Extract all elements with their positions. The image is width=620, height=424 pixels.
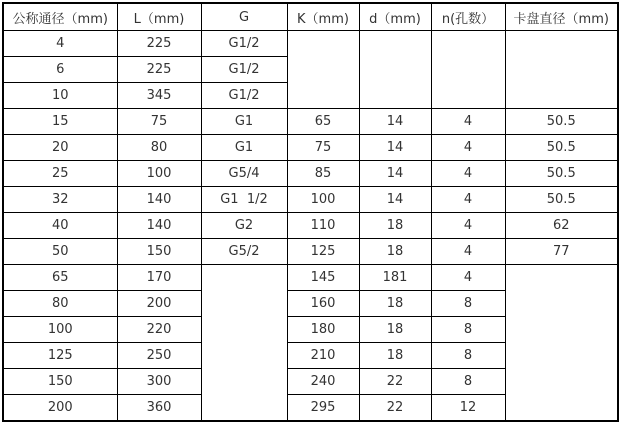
table-row: [3, 213, 618, 239]
cell-l: 200: [117, 291, 201, 317]
cell-n: 4: [431, 161, 505, 187]
cell-k: 160: [287, 291, 359, 317]
cell-g: G5/4: [201, 161, 287, 187]
cell-nominal-diameter: 40: [3, 213, 117, 239]
cell-nominal-diameter: 125: [3, 343, 117, 369]
column-header-k: K（mm): [287, 3, 359, 31]
cell-g: G1/2: [201, 31, 287, 57]
cell-l: 220: [117, 317, 201, 343]
table-row: [3, 265, 618, 291]
cell-d-merged-empty: [359, 31, 431, 109]
table-row: [3, 109, 618, 135]
cell-g: G5/2: [201, 239, 287, 265]
cell-g: G1 1/2: [201, 187, 287, 213]
cell-l: 140: [117, 187, 201, 213]
cell-l: 170: [117, 265, 201, 291]
cell-chuck-diameter: 77: [505, 239, 618, 265]
cell-chuck-diameter: 50.5: [505, 161, 618, 187]
cell-d: 14: [359, 161, 431, 187]
cell-nominal-diameter: 65: [3, 265, 117, 291]
cell-l: 150: [117, 239, 201, 265]
column-header-g: G: [201, 3, 287, 31]
table-body: [3, 31, 618, 422]
column-header-chuck-diameter: 卡盘直径（mm): [505, 3, 618, 31]
cell-n: 4: [431, 239, 505, 265]
cell-d: 22: [359, 395, 431, 422]
cell-chuck-merged-empty: [505, 31, 618, 109]
cell-l: 80: [117, 135, 201, 161]
cell-k: 180: [287, 317, 359, 343]
cell-nominal-diameter: 15: [3, 109, 117, 135]
cell-g: G1: [201, 109, 287, 135]
cell-l: 100: [117, 161, 201, 187]
cell-d: 18: [359, 317, 431, 343]
cell-k: 125: [287, 239, 359, 265]
cell-d: 14: [359, 109, 431, 135]
cell-nominal-diameter: 80: [3, 291, 117, 317]
dimension-spec-table: [2, 2, 619, 422]
cell-chuck-diameter: 62: [505, 213, 618, 239]
cell-k: 75: [287, 135, 359, 161]
cell-nominal-diameter: 50: [3, 239, 117, 265]
cell-n: 8: [431, 369, 505, 395]
cell-k-merged-empty: [287, 31, 359, 109]
cell-n: 4: [431, 213, 505, 239]
cell-n: 4: [431, 109, 505, 135]
column-header-n-holes: n(孔数）: [431, 3, 505, 31]
cell-n: 4: [431, 265, 505, 291]
cell-d: 22: [359, 369, 431, 395]
table-row: [3, 135, 618, 161]
column-header-nominal-diameter: 公称通径（mm): [3, 3, 117, 31]
table-row: [3, 239, 618, 265]
cell-l: 345: [117, 83, 201, 109]
cell-d: 181: [359, 265, 431, 291]
cell-nominal-diameter: 10: [3, 83, 117, 109]
cell-nominal-diameter: 25: [3, 161, 117, 187]
cell-k: 145: [287, 265, 359, 291]
table-row: [3, 3, 618, 31]
table-header-row: [3, 3, 618, 31]
cell-nominal-diameter: 20: [3, 135, 117, 161]
cell-d: 14: [359, 187, 431, 213]
cell-l: 225: [117, 31, 201, 57]
cell-k: 210: [287, 343, 359, 369]
cell-nominal-diameter: 6: [3, 57, 117, 83]
cell-k: 240: [287, 369, 359, 395]
cell-l: 360: [117, 395, 201, 422]
cell-k: 65: [287, 109, 359, 135]
cell-g: G1: [201, 135, 287, 161]
cell-d: 18: [359, 291, 431, 317]
cell-d: 14: [359, 135, 431, 161]
cell-d: 18: [359, 343, 431, 369]
cell-chuck-diameter: 50.5: [505, 187, 618, 213]
cell-k: 295: [287, 395, 359, 422]
column-header-d: d（mm): [359, 3, 431, 31]
cell-nominal-diameter: 200: [3, 395, 117, 422]
column-header-l: L（mm): [117, 3, 201, 31]
cell-chuck-merged-empty: [505, 265, 618, 422]
cell-l: 75: [117, 109, 201, 135]
cell-g: G2: [201, 213, 287, 239]
cell-chuck-diameter: 50.5: [505, 109, 618, 135]
cell-k: 85: [287, 161, 359, 187]
cell-nominal-diameter: 100: [3, 317, 117, 343]
cell-n: 8: [431, 343, 505, 369]
table-row: [3, 31, 618, 57]
cell-n: 12: [431, 395, 505, 422]
cell-n: 8: [431, 317, 505, 343]
table-row: [3, 187, 618, 213]
cell-d: 18: [359, 213, 431, 239]
cell-g-merged-empty: [201, 265, 287, 422]
cell-l: 250: [117, 343, 201, 369]
cell-g: G1/2: [201, 83, 287, 109]
cell-nominal-diameter: 150: [3, 369, 117, 395]
table-row: [3, 161, 618, 187]
cell-l: 300: [117, 369, 201, 395]
cell-k: 110: [287, 213, 359, 239]
cell-n: 8: [431, 291, 505, 317]
cell-g: G1/2: [201, 57, 287, 83]
cell-n: 4: [431, 135, 505, 161]
cell-l: 225: [117, 57, 201, 83]
cell-nominal-diameter: 32: [3, 187, 117, 213]
cell-chuck-diameter: 50.5: [505, 135, 618, 161]
cell-l: 140: [117, 213, 201, 239]
cell-nominal-diameter: 4: [3, 31, 117, 57]
cell-k: 100: [287, 187, 359, 213]
cell-d: 18: [359, 239, 431, 265]
cell-n: 4: [431, 187, 505, 213]
cell-n-merged-empty: [431, 31, 505, 109]
